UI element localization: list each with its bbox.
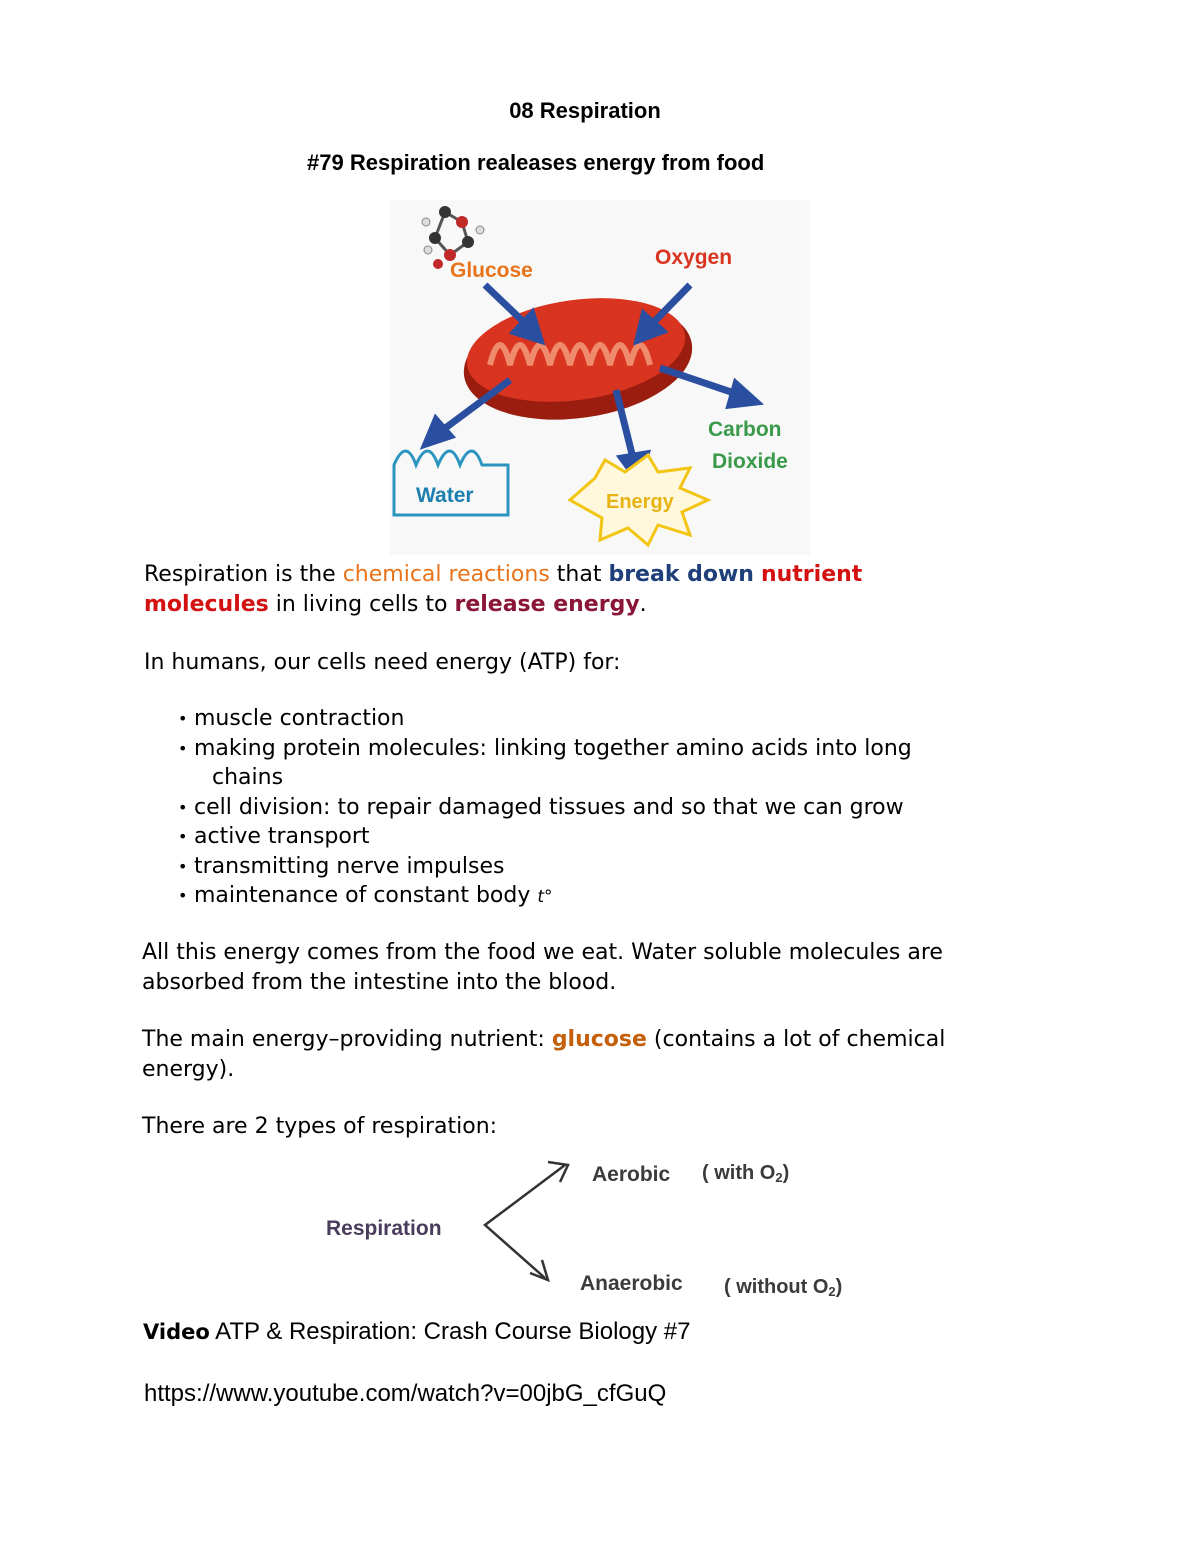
glucose-label: Glucose [450,259,533,282]
section-title: #79 Respiration realeases energy from food [307,150,765,175]
respiration-types-diagram [320,1150,880,1300]
video-title: ATP & Respiration: Crash Course Biology #7 [209,1318,691,1345]
water-label: Water [416,484,474,507]
types-intro: There are 2 types of respiration: [142,1114,498,1139]
definition-paragraph [144,560,1144,619]
food-paragraph: All this energy comes from the food we eat. Water soluble molecules are absorbed from the intestine into the blood. [142,940,943,995]
aerobic-label: Aerobic [592,1163,671,1186]
without-o2-label: ( without O [724,1276,829,1298]
list-item: • cell division: to repair damaged tissues and so that we can grow [178,794,904,820]
list-item: • making protein molecules: linking together amino acids into long [178,735,912,761]
needs-list [178,704,1154,913]
temperature-symbol: t° [537,887,553,907]
definition-line-2: molecules in living cells to release energy. [144,591,647,617]
branch-lines [485,1165,565,1278]
video-line [143,1318,690,1346]
release-energy-term: release energy [454,591,640,617]
mitochondrion-diagram [390,200,810,555]
list-item: • transmitting nerve impulses [178,853,505,879]
respiration-label: Respiration [326,1217,442,1240]
list-item: • maintenance of constant body t° [178,883,553,908]
video-prefix: Video [143,1320,210,1344]
glucose-term: glucose [551,1027,647,1052]
glucose-paragraph: The main energy–providing nutrient: glucose (contains a lot of chemical energy). [142,1027,946,1082]
needs-intro: In humans, our cells need energy (ATP) for: [144,650,621,675]
with-o2-label: ( with O [702,1162,776,1184]
molecules-term: molecules [144,591,269,617]
energy-label: Energy [606,491,674,513]
svg-text:( without O2): ( without O2) [724,1276,843,1299]
nutrient-term: nutrient [760,562,863,587]
chemical-reactions-term: chemical reactions [342,562,550,587]
arrow-up-head [548,1162,568,1182]
list-item-continuation: chains [212,765,284,790]
definition-line-1: Respiration is the chemical reactions that break down nutrient [144,562,863,587]
list-item: • muscle contraction [178,706,405,731]
list-item: • active transport [178,824,370,849]
oxygen-label: Oxygen [655,246,733,269]
svg-text:( with O2): ( with O2) [702,1162,790,1185]
carbon-label: Carbon [708,418,782,441]
chapter-title: 08 Respiration [509,98,661,123]
dioxide-label: Dioxide [712,450,788,473]
anaerobic-label: Anaerobic [580,1272,683,1295]
video-url-link[interactable]: https://www.youtube.com/watch?v=00jbG_cfGuQ [144,1380,667,1407]
break-down-term: break down [608,562,754,587]
